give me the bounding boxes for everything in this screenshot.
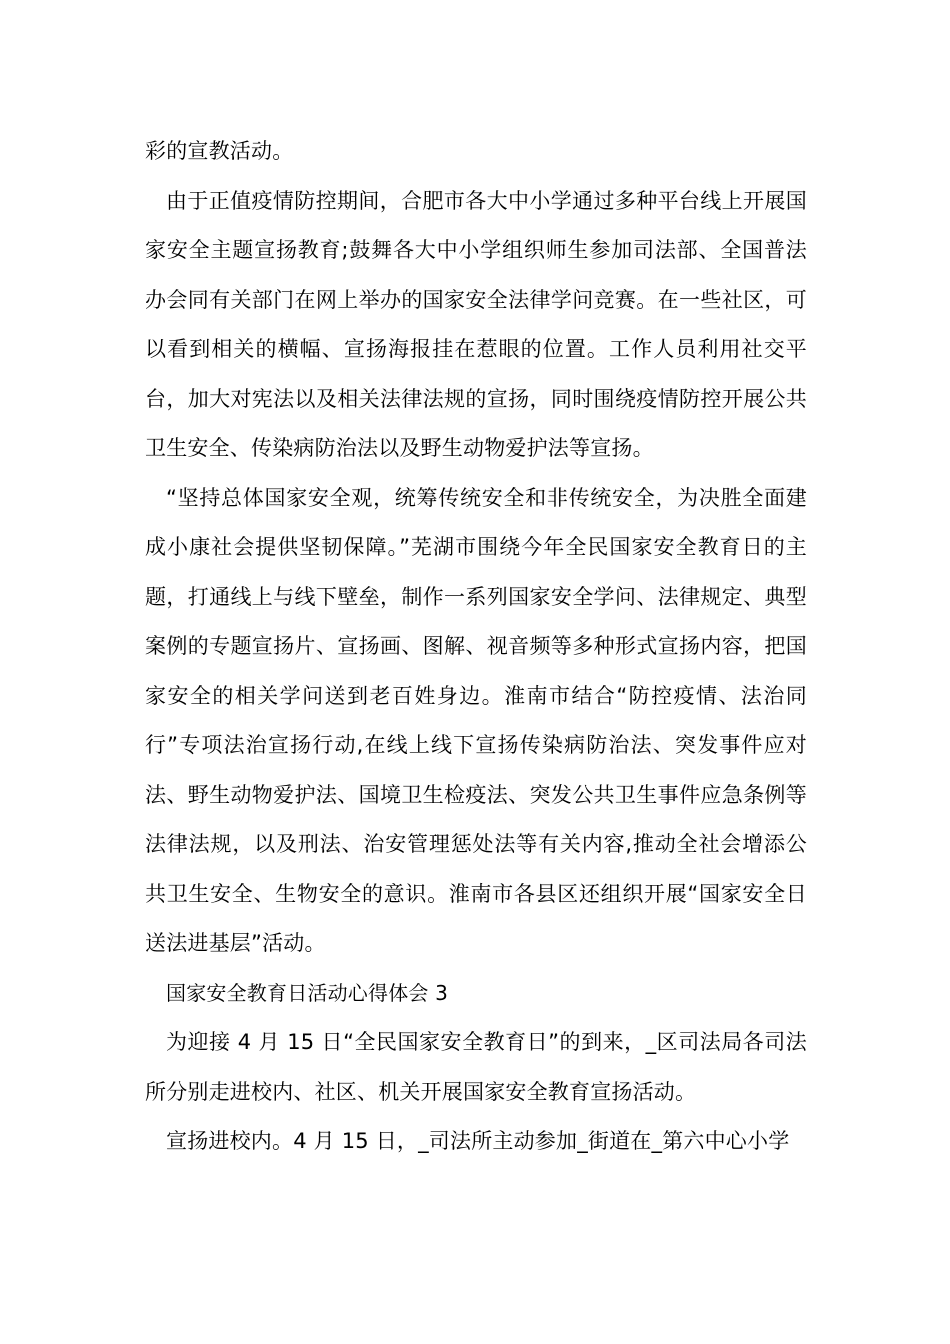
section-heading: 国家安全教育日活动心得体会 3 bbox=[166, 980, 449, 1005]
paragraph-continuation: 彩的宣教活动。 bbox=[145, 139, 294, 163]
document-body bbox=[145, 127, 807, 1167]
paragraph-school-campaign: 宣扬进校内。4 月 15 日，_司法所主动参加_街道在_第六中心小学 bbox=[166, 1129, 790, 1153]
paragraph-wuhu-huainan: “坚持总体国家安全观，统筹传统安全和非传统安全，为决胜全面建成小康社会提供坚韧保障。”芜湖市围绕今年全民国家安全教育日的主题，打通线上与线下壁垒，制作一系列国家安全学问、法律规定、典型案例的专题宣扬片、宣扬画、图解、视音频等多种形式宣扬内容，把国家安全的相关学问送到老百姓身边。淮南市结合“防控疫情、法治同行”专项法治宣扬行动,在线上线下宣扬传染病防治法、突发事件应对法、野生动物爱护法、国境卫生检疫法、突发公共卫生事件应急条例等法律法规，以及刑法、治安管理惩处法等有关内容,推动全社会增添公共卫生安全、生物安全的意识。淮南市各县区还组织开展“国家安全日送法进基层”活动。 bbox=[145, 485, 807, 955]
paragraph-hefei: 由于正值疫情防控期间，合肥市各大中小学通过多种平台线上开展国家安全主题宣扬教育;鼓舞各大中小学组织师生参加司法部、全国普法办会同有关部门在网上举办的国家安全法律学问竞赛。在一些社区，可以看到相关的横幅、宣扬海报挂在惹眼的位置。工作人员利用社交平台，加大对宪法以及相关法律法规的宣扬，同时围绕疫情防控开展公共卫生安全、传染病防治法以及野生动物爱护法等宣扬。 bbox=[145, 188, 807, 460]
paragraph-district-justice: 为迎接 4 月 15 日“全民国家安全教育日”的到来，_区司法局各司法所分别走进校内、社区、机关开展国家安全教育宣扬活动。 bbox=[145, 1030, 807, 1104]
